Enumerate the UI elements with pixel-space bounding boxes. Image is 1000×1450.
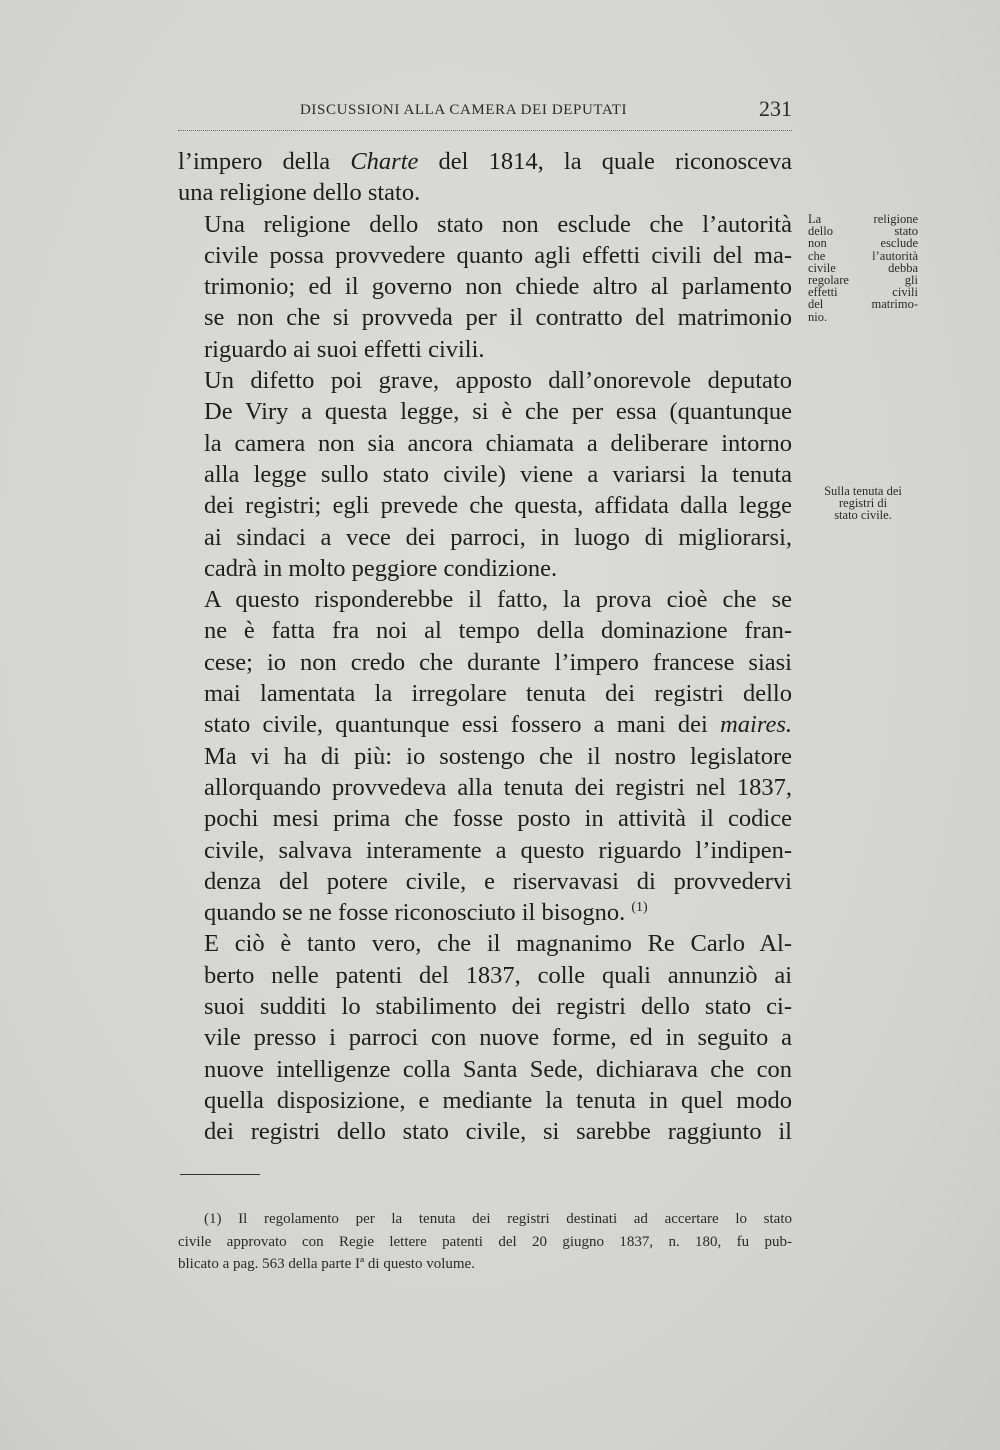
text-fragment: l’impero della [178,148,351,175]
text-line: dei registri; egli prevede che questa, affidata dalla legge [204,492,792,520]
text-line [178,146,792,177]
margin-note-line: effetti civili [808,285,918,300]
footnote-line: blicato a pag. 563 della parte Iª di questo volume. [178,1256,475,1272]
paragraph-5 [178,928,792,1147]
margin-note-line: La religione [808,212,918,226]
margin-note-line: del matrimo- [808,297,918,312]
text-line [178,709,792,740]
text-line: ai sindaci a vece dei parroci, in luogo di migliorarsi, [204,523,792,551]
text-line [178,897,792,928]
paragraph-2 [178,209,792,365]
text-line: se non che si provveda per il contratto del matrimonio [204,304,792,332]
text-line: A questo risponderebbe il fatto, la prova cioè che se [204,586,792,614]
running-head [178,96,792,131]
text-line: pochi mesi prima che fosse posto in attività il codice [204,805,792,833]
text-line: De Viry a questa legge, si è che per essa (quantunque [204,398,792,426]
text-fragment: del 1814, la quale riconosceva [418,148,792,175]
margin-note-line: dello stato [808,224,918,239]
text-line: suoi sudditi lo stabilimento dei registri dello stato ci- [204,993,792,1021]
margin-note-line: registri di [838,496,888,511]
margin-note-religion [808,213,918,323]
italic-word: maires. [720,711,792,739]
margin-note-registers [808,485,918,522]
text-line: dei registri dello stato civile, si sarebbe raggiunto il [204,1118,792,1146]
text-line: civile, salvava interamente a questo riguardo l’indipen- [204,836,792,864]
footnote-rule [180,1174,260,1175]
text-line: Un difetto poi grave, apposto dall’onorevole deputato [204,367,792,395]
text-line: nuove intelligenze colla Santa Sede, dichiarava che con [204,1055,792,1083]
body-text [178,146,792,1148]
text-line: ne è fatta fra noi al tempo della dominazione fran- [204,617,792,645]
margin-note-line: non esclude [808,236,918,251]
text-line: civile possa provvedere quanto agli effetti civili del ma- [204,241,792,269]
text-line: una religione dello stato. [178,179,421,207]
text-line: riguardo ai suoi effetti civili. [204,335,485,363]
text-line: mai lamentata la irregolare tenuta dei registri dello [204,680,792,708]
footnote-line: (1) Il regolamento per la tenuta dei registri destinati ad accertare lo stato [204,1211,792,1227]
paragraph-4 [178,584,792,928]
margin-note-line: Sulla tenuta dei [824,484,902,498]
paragraph-3 [178,365,792,584]
paragraph-1 [178,146,792,209]
text-line: Una religione dello stato non esclude che l’autorità [204,210,792,238]
text-line: cadrà in molto peggiore condizione. [204,554,558,582]
text-fragment: stato civile, quantunque essi fossero a mani dei [204,711,721,739]
margin-note-line: regolare gli [808,273,918,288]
margin-note-line: nio. [808,309,828,324]
margin-note-line: civile debba [808,260,918,275]
text-line: berto nelle patenti del 1837, colle quali annunziò ai [204,961,792,989]
text-line: E ciò è tanto vero, che il magnanimo Re Carlo Al- [204,930,792,958]
text-line: Ma vi ha di più: io sostengo che il nostro legislatore [204,742,792,770]
page-number: 231 [759,96,792,121]
text-line: quella disposizione, e mediante la tenuta in quel modo [204,1086,792,1114]
italic-word: Charte [350,148,419,175]
text-line: alla legge sullo stato civile) viene a variarsi la tenuta [204,460,792,488]
footnote [178,1208,792,1276]
footnote-line: civile approvato con Regie lettere patenti del 20 giugno 1837, n. 180, fu pub- [178,1233,792,1250]
text-line: la camera non sia ancora chiamata a deliberare intorno [204,429,792,457]
text-line: cese; io non credo che durante l’impero francese siasi [204,648,792,676]
margin-note-line: che l’autorità [808,248,918,263]
margin-note-line: stato civile. [834,508,892,523]
text-line: allorquando provvedeva alla tenuta dei registri nel 1837, [204,773,792,801]
text-line: trimonio; ed il governo non chiede altro al parlamento [204,273,792,301]
footnote-ref: (1) [631,900,648,916]
text-line: vile presso i parroci con nuove forme, ed in seguito a [204,1024,792,1052]
running-title: DISCUSSIONI ALLA CAMERA DEI DEPUTATI [300,102,628,118]
text-fragment: quando se ne fosse riconosciuto il bisogno. [204,899,626,927]
text-line: denza del potere civile, e riservavasi di provvedervi [204,867,792,895]
